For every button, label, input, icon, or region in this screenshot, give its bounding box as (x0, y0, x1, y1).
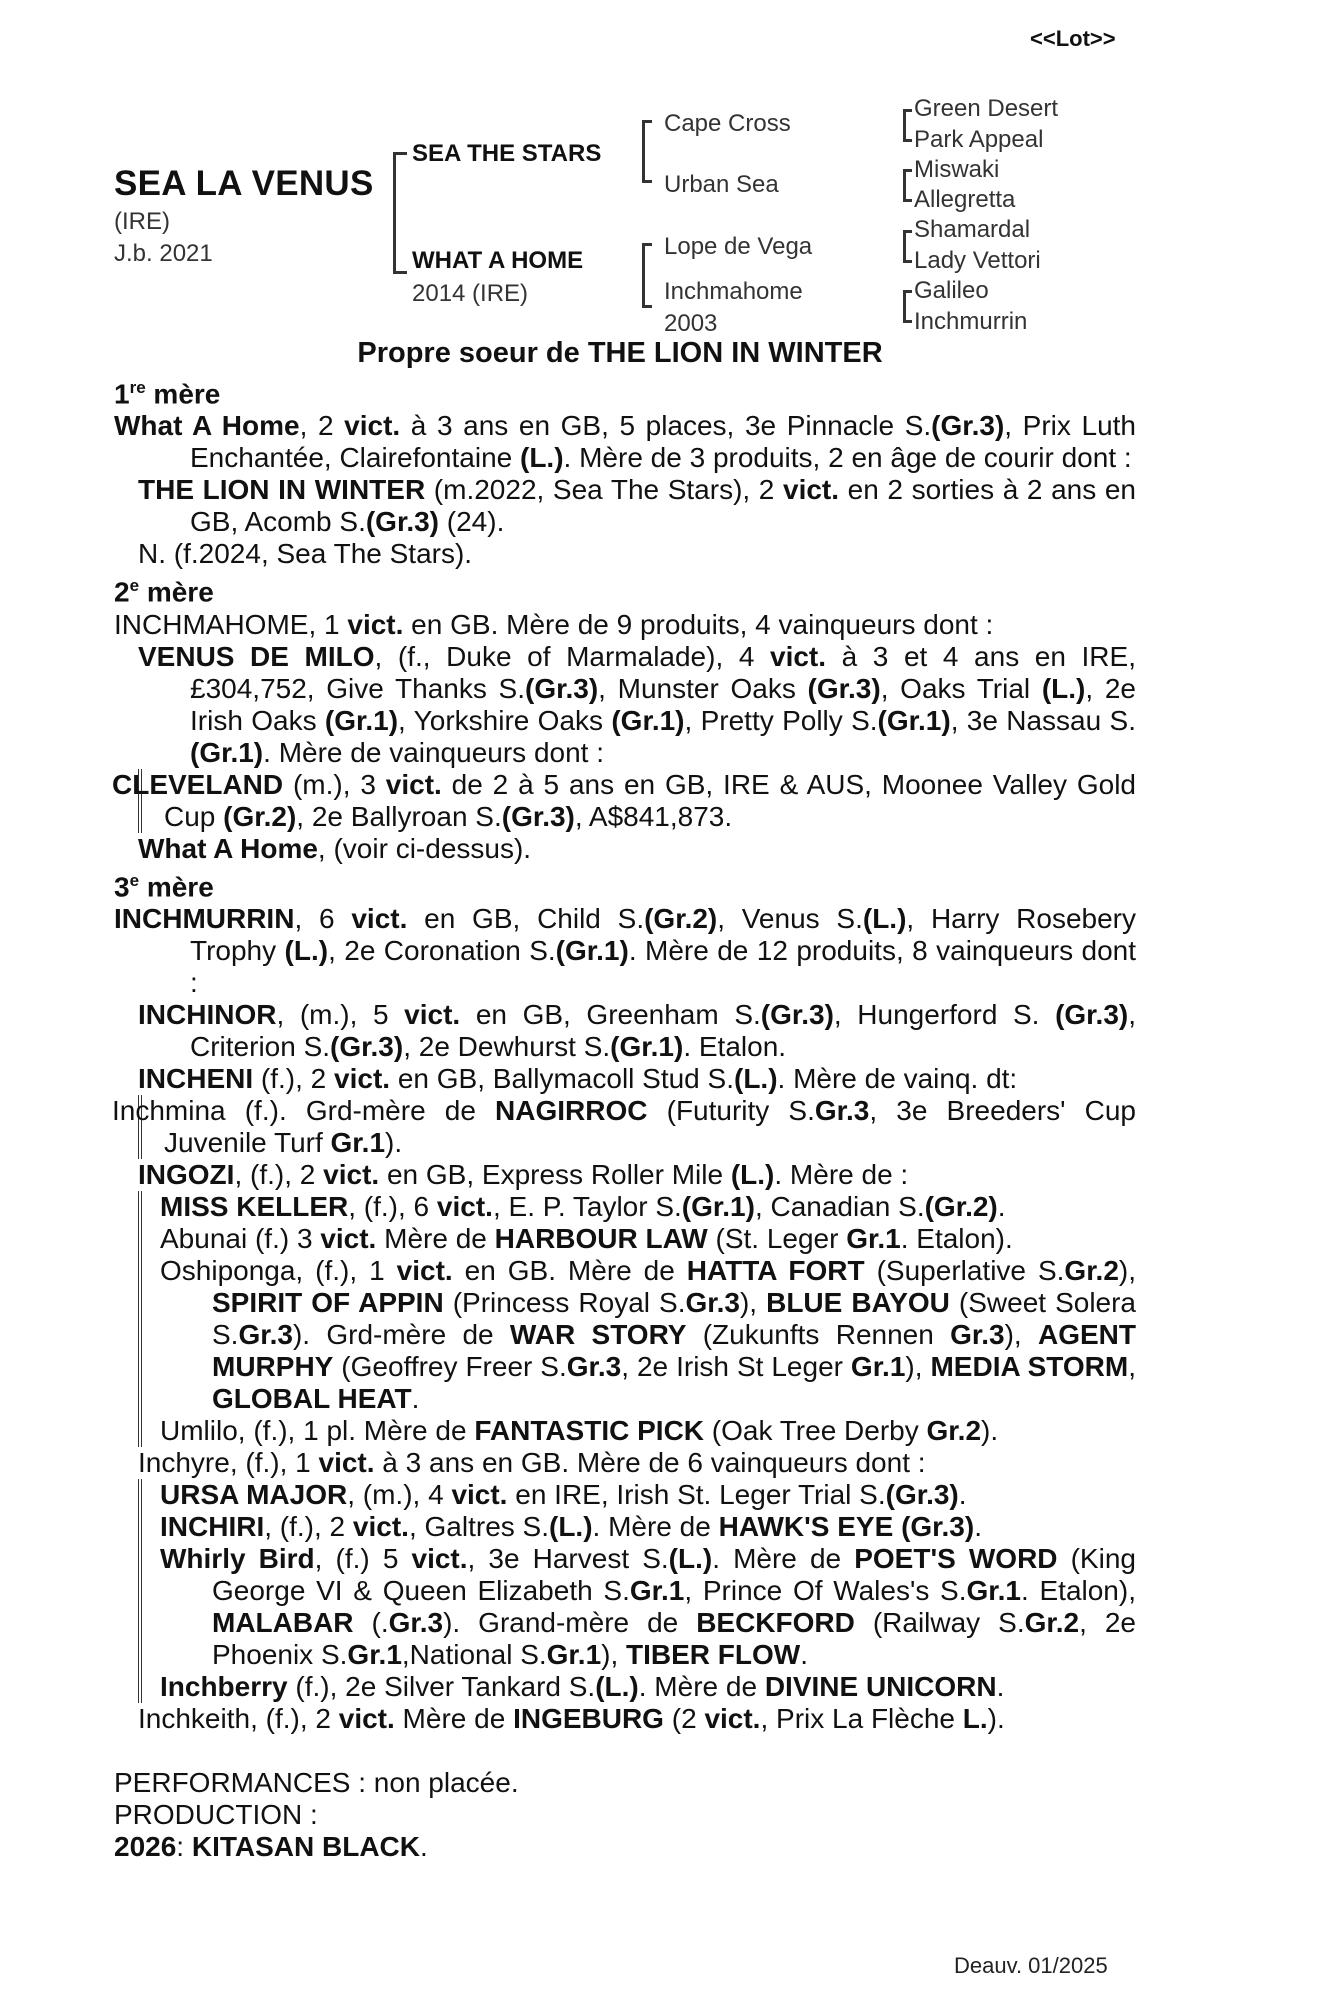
inchinor-entry: INCHINOR, (m.), 5 vict. en GB, Greenham S.(Gr.3), Hungerford S. (Gr.3), Criterion S.(Gr.3), 2e Dewhurst S.(Gr.1). Etalon. (138, 998, 1136, 1062)
subtitle: Propre soeur de THE LION IN WINTER (357, 337, 883, 369)
pedigree-dam: WHAT A HOME (412, 247, 584, 274)
third-dam-heading: 3e mère (114, 870, 214, 902)
pedigree-g3-1: Park Appeal (914, 126, 1044, 153)
ingozi-entry: INGOZI, (f.), 2 vict. en GB, Express Roller Mile (L.). Mère de : (138, 1158, 909, 1190)
pedigree-g3-7: Inchmurrin (914, 308, 1028, 335)
horse-name: SEA LA VENUS (114, 164, 374, 203)
horse-birth: J.b. 2021 (114, 240, 213, 267)
cleveland-entry: CLEVELAND (m.), 3 vict. de 2 à 5 ans en GB, IRE & AUS, Moonee Valley Gold Cup (Gr.2), 2e Ballyroan S.(Gr.3), A$841,873. (112, 768, 1136, 832)
pedigree-dam-dam-year: 2003 (664, 310, 718, 337)
production-entry: 2026: KITASAN BLACK. (114, 1830, 428, 1862)
pedigree-g3-6: Galileo (914, 277, 989, 304)
pedigree-g3-2: Miswaki (914, 156, 1000, 183)
pedigree-g3-4: Shamardal (914, 216, 1031, 243)
horse-country: (IRE) (114, 208, 170, 235)
pedigree-bracket-2 (642, 120, 645, 183)
lion-in-winter-entry: THE LION IN WINTER (m.2022, Sea The Stars), 2 vict. en 2 sorties à 2 ans en GB, Acomb S.(Gr.3) (24). (138, 474, 1136, 538)
second-dam-heading: 2e mère (114, 576, 214, 608)
inchyre-produce (138, 1479, 1136, 1703)
footer-sale-ref: Deauv. 01/2025 (954, 1953, 1108, 1978)
pedigree-bracket-1-bottom (393, 271, 407, 274)
pedigree-dam-dam: Inchmahome (664, 278, 803, 305)
what-a-home-ref: What A Home, (voir ci-dessus). (138, 832, 532, 864)
third-dam-entry: INCHMURRIN, 6 vict. en GB, Child S.(Gr.2), Venus S.(L.), Harry Rosebery Trophy (L.), 2e Coronation S.(Gr.1). Mère de 12 produits, 8 vainqueurs dont : (114, 902, 1137, 998)
pedigree-sire: SEA THE STARS (412, 140, 602, 167)
pedigree-g3-3: Allegretta (914, 186, 1016, 213)
first-dam-foal-2024: N. (f.2024, Sea The Stars). (138, 538, 473, 570)
second-dam-entry: INCHMAHOME, 1 vict. en GB. Mère de 9 produits, 4 vainqueurs dont : (114, 608, 994, 640)
pedigree-sire-sire: Cape Cross (664, 110, 791, 137)
inchberry-entry: Inchberry (f.), 2e Silver Tankard S.(L.). Mère de DIVINE UNICORN. (160, 1670, 1005, 1702)
miss-keller-entry: MISS KELLER, (f.), 6 vict., E. P. Taylor S.(Gr.1), Canadian S.(Gr.2). (160, 1190, 1006, 1222)
pedigree-g3-5: Lady Vettori (914, 247, 1041, 274)
ingozi-produce (138, 1191, 1136, 1447)
venus-de-milo-entry: VENUS DE MILO, (f., Duke of Marmalade), 4 vict. à 3 et 4 ans en IRE, £304,752, Give Thanks S.(Gr.3), Munster Oaks (Gr.3), Oaks Trial (L.), 2e Irish Oaks (Gr.1), Yorkshire Oaks (Gr.1), Pretty Polly S.(Gr.1), 3e Nassau S.(Gr.1). Mère de vainqueurs dont : (138, 640, 1136, 768)
first-dam-heading: 1re mère (114, 378, 221, 410)
pedigree-g3-0: Green Desert (914, 95, 1059, 122)
inchiri-entry: INCHIRI, (f.), 2 vict., Galtres S.(L.). Mère de HAWK'S EYE (Gr.3). (160, 1510, 982, 1542)
umlilo-entry: Umlilo, (f.), 1 pl. Mère de FANTASTIC PICK (Oak Tree Derby Gr.2). (160, 1414, 999, 1446)
performances-line: PERFORMANCES : non placée. (114, 1766, 519, 1798)
oshiponga-entry: Oshiponga, (f.), 1 vict. en GB. Mère de HATTA FORT (Superlative S.Gr.2), SPIRIT OF APPIN (Princess Royal S.Gr.3), BLUE BAYOU (Sweet Solera S.Gr.3). Grd-mère de WAR STORY (Zukunfts Rennen Gr.3), AGENT MURPHY (Geoffrey Freer S.Gr.3, 2e Irish St Leger Gr.1), MEDIA STORM, GLOBAL HEAT. (160, 1254, 1137, 1414)
lot-label: <<Lot>> (1030, 26, 1116, 51)
first-dam-entry: What A Home, 2 vict. à 3 ans en GB, 5 places, 3e Pinnacle S.(Gr.3), Prix Luth Enchantée, Clairefontaine (L.). Mère de 3 produits, 2 en âge de courir dont : (114, 410, 1136, 474)
production-label: PRODUCTION : (114, 1798, 318, 1830)
incheni-entry: INCHENI (f.), 2 vict. en GB, Ballymacoll Stud S.(L.). Mère de vainq. dt: (138, 1062, 1018, 1094)
ursa-major-entry: URSA MAJOR, (m.), 4 vict. en IRE, Irish St. Leger Trial S.(Gr.3). (160, 1478, 967, 1510)
catalogue-body (114, 372, 1136, 1863)
inchyre-entry: Inchyre, (f.), 1 vict. à 3 ans en GB. Mère de 6 vainqueurs dont : (138, 1446, 926, 1478)
pedigree-dam-sire: Lope de Vega (664, 233, 813, 260)
pedigree-bracket-3 (642, 243, 645, 308)
inchmina-entry: Inchmina (f.). Grd-mère de NAGIRROC (Futurity S.Gr.3, 3e Breeders' Cup Juvenile Turf Gr.1). (112, 1094, 1136, 1158)
pedigree-sire-dam: Urban Sea (664, 171, 779, 198)
abunai-entry: Abunai (f.) 3 vict. Mère de HARBOUR LAW (St. Leger Gr.1. Etalon). (160, 1222, 1013, 1254)
pedigree-dam-year: 2014 (IRE) (412, 280, 529, 307)
whirly-bird-entry: Whirly Bird, (f.) 5 vict., 3e Harvest S.(L.). Mère de POET'S WORD (King George VI & Queen Elizabeth S.Gr.1, Prince Of Wales's S.Gr.1. Etalon), MALABAR (.Gr.3). Grand-mère de BECKFORD (Railway S.Gr.2, 2e Phoenix S.Gr.1,National S.Gr.1), TIBER FLOW. (160, 1542, 1136, 1670)
pedigree-bracket-1 (393, 152, 396, 274)
inchkeith-entry: Inchkeith, (f.), 2 vict. Mère de INGEBURG (2 vict., Prix La Flèche L.). (138, 1702, 1005, 1734)
pedigree-bracket-1-top (393, 152, 407, 155)
